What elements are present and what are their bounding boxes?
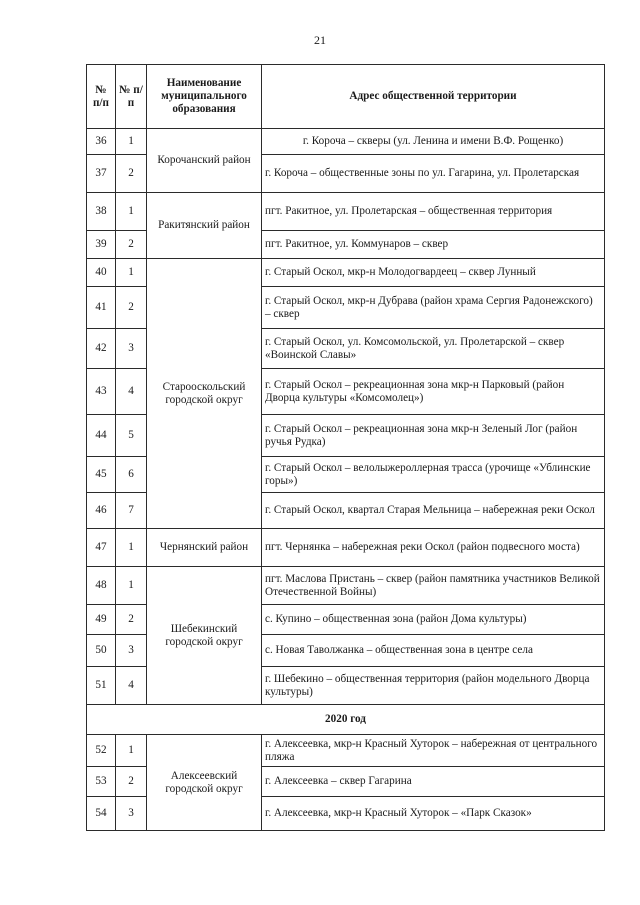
row-number: 39	[87, 231, 116, 259]
row-local-number: 1	[116, 129, 147, 155]
row-address: пгт. Ракитное, ул. Пролетарская – общественная территория	[262, 193, 605, 231]
territories-table	[86, 64, 605, 831]
row-address: пгт. Ракитное, ул. Коммунаров – сквер	[262, 231, 605, 259]
row-number: 46	[87, 493, 116, 529]
district-chernyanka: Чернянский район	[147, 529, 262, 567]
row-number: 54	[87, 797, 116, 831]
row-number: 47	[87, 529, 116, 567]
row-local-number: 7	[116, 493, 147, 529]
row-number: 53	[87, 767, 116, 797]
row-number: 49	[87, 605, 116, 635]
row-number: 50	[87, 635, 116, 667]
year-heading: 2020 год	[87, 705, 605, 735]
table-row	[87, 567, 605, 605]
page-number: 21	[314, 33, 326, 47]
row-local-number: 2	[116, 155, 147, 193]
table-row	[87, 529, 605, 567]
row-address: г. Алексеевка, мкр-н Красный Хуторок – набережная от центрального пляжа	[262, 735, 605, 767]
row-address: г. Алексеевка, мкр-н Красный Хуторок – «Парк Сказок»	[262, 797, 605, 831]
header-number-local: № п/п	[116, 65, 147, 129]
district-alekseevka: Алексеевский городской округ	[147, 735, 262, 831]
row-number: 48	[87, 567, 116, 605]
table-row	[87, 193, 605, 231]
row-local-number: 1	[116, 529, 147, 567]
header-address: Адрес общественной территории	[262, 65, 605, 129]
district-rakitnoe: Ракитянский район	[147, 193, 262, 259]
year-row	[87, 705, 605, 735]
header-number-total: № п/п	[87, 65, 116, 129]
row-number: 44	[87, 415, 116, 457]
row-local-number: 5	[116, 415, 147, 457]
row-number: 52	[87, 735, 116, 767]
table-row	[87, 735, 605, 767]
district-korocha: Корочанский район	[147, 129, 262, 193]
row-number: 37	[87, 155, 116, 193]
row-local-number: 3	[116, 635, 147, 667]
row-number: 41	[87, 287, 116, 329]
row-number: 51	[87, 667, 116, 705]
row-address: с. Купино – общественная зона (район Дома культуры)	[262, 605, 605, 635]
table-row	[87, 129, 605, 155]
row-address: г. Старый Оскол, ул. Комсомольской, ул. Пролетарской – сквер «Воинской Славы»	[262, 329, 605, 369]
row-address: пгт. Чернянка – набережная реки Оскол (район подвесного моста)	[262, 529, 605, 567]
row-address: пгт. Маслова Пристань – сквер (район памятника участников Великой Отечественной Войны)	[262, 567, 605, 605]
district-stary-oskol: Старооскольский городской округ	[147, 259, 262, 529]
row-address: г. Старый Оскол – рекреационная зона мкр-н Парковый (район Дворца культуры «Комсомолец»)	[262, 369, 605, 415]
row-number: 42	[87, 329, 116, 369]
row-address: г. Старый Оскол – рекреационная зона мкр-н Зеленый Лог (район ручья Рудка)	[262, 415, 605, 457]
district-shebekino: Шебекинский городской округ	[147, 567, 262, 705]
row-address: г. Шебекино – общественная территория (район модельного Дворца культуры)	[262, 667, 605, 705]
row-local-number: 4	[116, 369, 147, 415]
row-number: 45	[87, 457, 116, 493]
row-local-number: 1	[116, 193, 147, 231]
row-local-number: 6	[116, 457, 147, 493]
row-local-number: 2	[116, 605, 147, 635]
row-number: 38	[87, 193, 116, 231]
table-row	[87, 259, 605, 287]
row-local-number: 2	[116, 287, 147, 329]
row-local-number: 3	[116, 797, 147, 831]
row-address: с. Новая Таволжанка – общественная зона в центре села	[262, 635, 605, 667]
row-address: г. Старый Оскол – велолыжероллерная трасса (урочище «Ублинские горы»)	[262, 457, 605, 493]
row-local-number: 1	[116, 259, 147, 287]
row-address: г. Старый Оскол, мкр-н Дубрава (район храма Сергия Радонежского) – сквер	[262, 287, 605, 329]
row-local-number: 1	[116, 735, 147, 767]
row-local-number: 1	[116, 567, 147, 605]
row-address: г. Алексеевка – сквер Гагарина	[262, 767, 605, 797]
row-number: 36	[87, 129, 116, 155]
row-address: г. Старый Оскол, мкр-н Молодогвардеец – сквер Лунный	[262, 259, 605, 287]
row-local-number: 4	[116, 667, 147, 705]
row-number: 43	[87, 369, 116, 415]
header-row	[87, 65, 605, 129]
row-local-number: 3	[116, 329, 147, 369]
row-address: г. Старый Оскол, квартал Старая Мельница – набережная реки Оскол	[262, 493, 605, 529]
row-address: г. Короча – скверы (ул. Ленина и имени В.Ф. Рощенко)	[262, 129, 605, 155]
row-address: г. Короча – общественные зоны по ул. Гагарина, ул. Пролетарская	[262, 155, 605, 193]
header-municipality: Наименование муниципального образования	[147, 65, 262, 129]
row-local-number: 2	[116, 231, 147, 259]
row-local-number: 2	[116, 767, 147, 797]
row-number: 40	[87, 259, 116, 287]
